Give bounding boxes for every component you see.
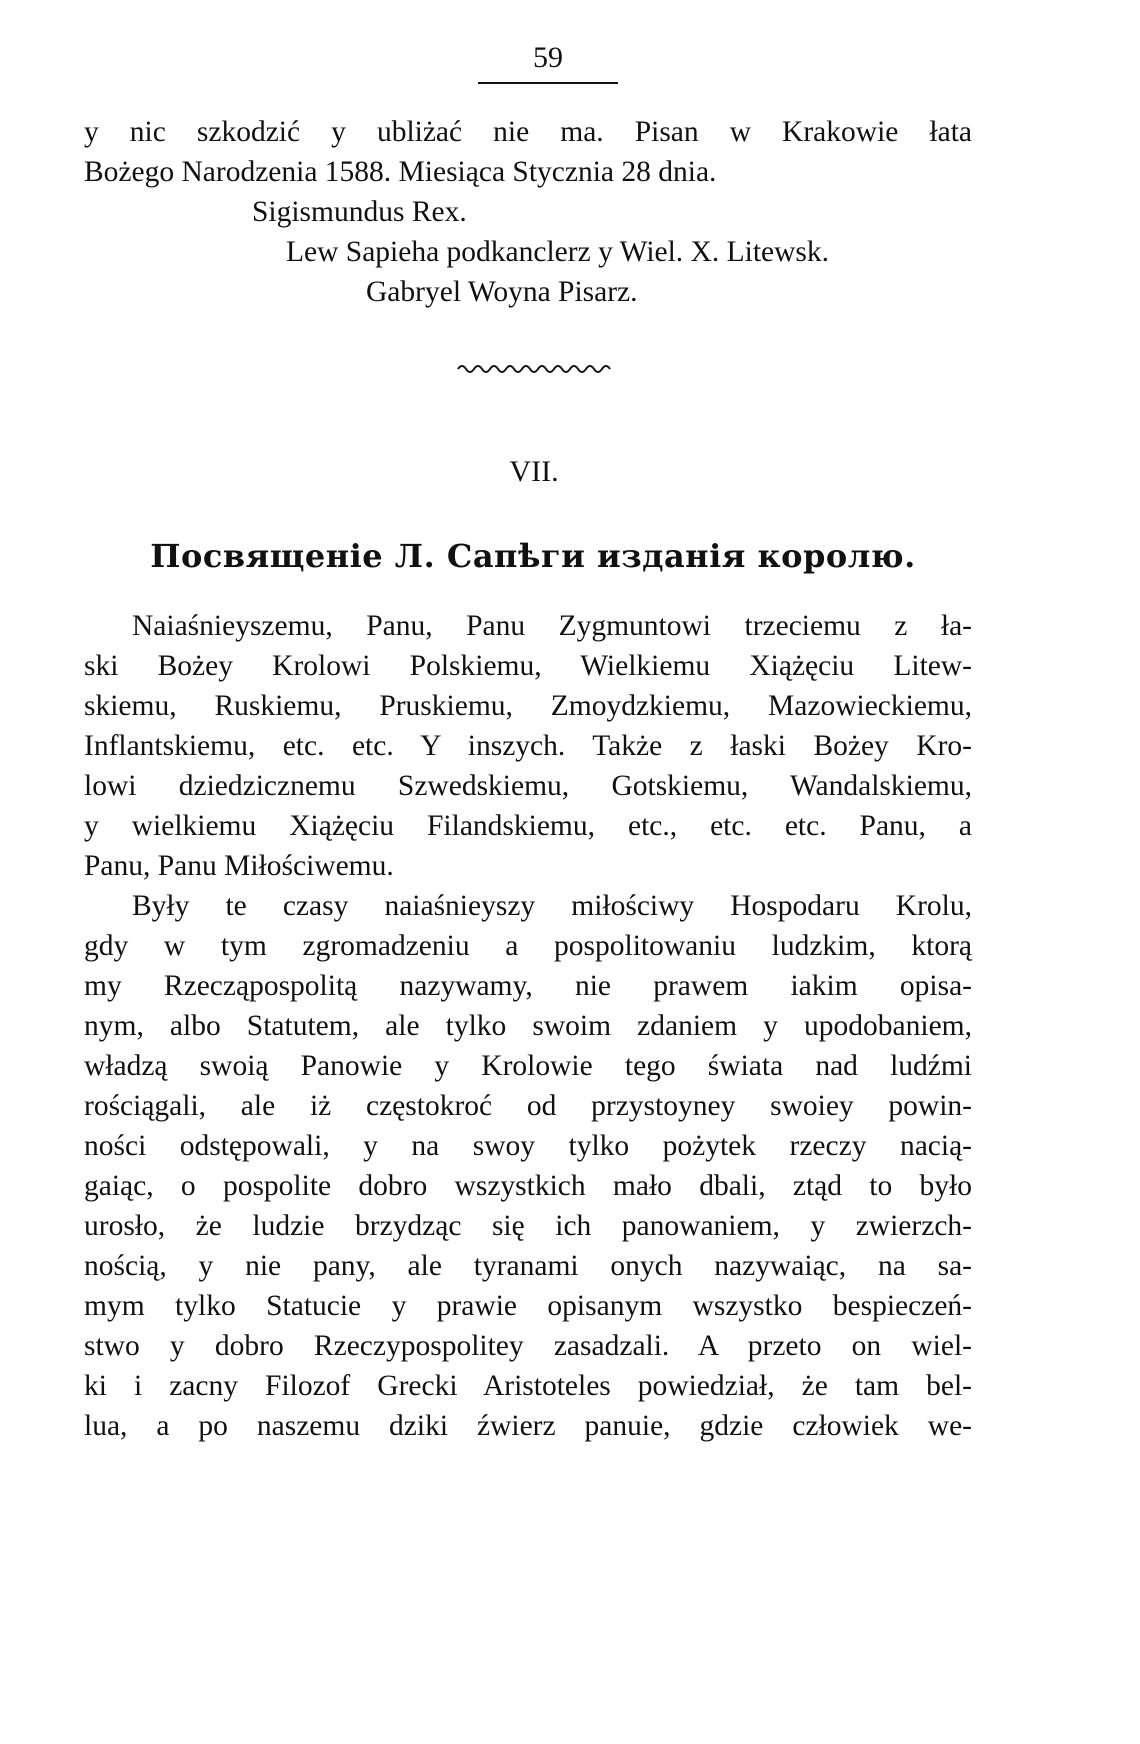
signature-block [84, 192, 972, 312]
wavy-line-ornament-icon [84, 362, 972, 382]
text-line: ności odstępowali, y na swoy tylko pożytek rzeczy nacią- [84, 1130, 972, 1162]
text-line: urosło, że ludzie brzydząc się ich panowaniem, y zwierzch- [84, 1210, 972, 1242]
text-line: Panu, Panu Miłościwemu. [84, 850, 394, 882]
text-line: y wielkiemu Xiążęciu Filandskiemu, etc., etc. etc. Panu, a [84, 810, 972, 842]
text-line: stwo y dobro Rzeczypospolitey zasadzali. A przeto on wiel- [84, 1330, 972, 1362]
page-number: 59 [533, 41, 563, 74]
text-line: gaiąc, o pospolite dobro wszystkich mało dbali, ztąd to było [84, 1170, 972, 1202]
text-line: y nic szkodzić y ubliżać nie ma. Pisan w Krakowie łata [84, 116, 972, 148]
text-line: rościągali, ale iż częstokroć od przystoyney swoiey powin- [84, 1090, 972, 1122]
text-line: Naiaśnieyszemu, Panu, Panu Zygmuntowi trzeciemu z ła- [132, 610, 972, 642]
text-line: my Rzecząpospolitą nazywamy, nie prawem iakim opisa- [84, 970, 972, 1002]
text-line: mym tylko Statucie y prawie opisanym wszystko bespieczeń- [84, 1290, 972, 1322]
opening-text [84, 112, 972, 192]
signature-chancellor: Lew Sapieha podkanclerz y Wiel. X. Litewsk. [286, 236, 830, 268]
signature-king: Sigismundus Rex. [252, 196, 467, 228]
text-line: Bożego Narodzenia 1588. Miesiąca Stycznia 28 dnia. [84, 156, 717, 188]
text-line: nym, albo Statutem, ale tylko swoim zdaniem y upodobaniem, [84, 1010, 972, 1042]
text-line: skiemu, Ruskiemu, Pruskiemu, Zmoydzkiemu, Mazowieckiemu, [84, 690, 972, 722]
book-page [84, 40, 972, 1446]
text-line: gdy w tym zgromadzeniu a pospolitowaniu ludzkim, ktorą [84, 930, 972, 962]
text-line: Inflantskiemu, etc. etc. Y inszych. Także z łaski Bożey Kro- [84, 730, 972, 762]
page-number-rule [478, 82, 618, 84]
text-line: lowi dziedzicznemu Szwedskiemu, Gotskiemu, Wandalskiemu, [84, 770, 972, 802]
paragraph-dedication [84, 606, 972, 886]
text-line: lua, a po naszemu dziki źwierz panuie, gdzie człowiek we- [84, 1410, 972, 1442]
signature-scribe: Gabryel Woyna Pisarz. [366, 276, 638, 308]
text-line: ki i zacny Filozof Grecki Aristoteles powiedział, że tam bel- [84, 1370, 972, 1402]
section-numeral: VII. [509, 455, 559, 488]
text-line: Były te czasy naiaśnieyszy miłościwy Hospodaru Krolu, [132, 890, 972, 922]
text-line: władzą swoią Panowie y Krolowie tego świata nad ludźmi [84, 1050, 972, 1082]
text-line: ski Bożey Krolowi Polskiemu, Wielkiemu Xiążęciu Litew- [84, 650, 972, 682]
paragraph-main [84, 886, 972, 1446]
section-heading: Посвященіе Л. Сапѣги изданія королю. [150, 537, 916, 575]
text-line: nością, y nie pany, ale tyranami onych nazywaiąc, na sa- [84, 1250, 972, 1282]
